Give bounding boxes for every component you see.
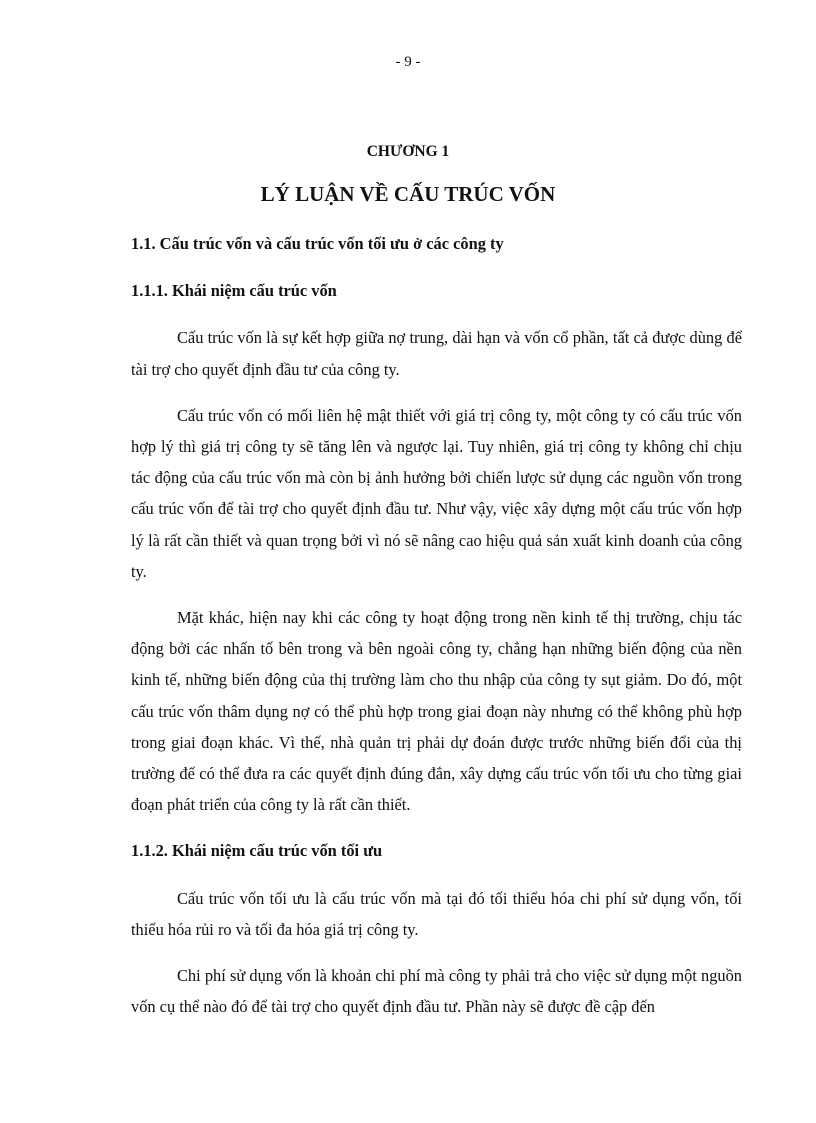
paragraph-1-1-1-c: Mặt khác, hiện nay khi các công ty hoạt động trong nền kinh tế thị trường, chịu tác động bởi các nhấn tố bên trong và bên ngoài công ty, chẳng hạn những biến động của nền kinh tế, những biến động của thị trường làm cho thu nhập của công ty sụt giảm. Do đó, một cấu trúc vốn thâm dụng nợ có thể phù hợp trong giai đoạn này nhưng có thể không phù hợp trong giai đoạn khác. Vì thế, nhà quản trị phải dự đoán được trước những biến đổi của thị trường để có thể đưa ra các quyết định đúng đắn, xây dựng cấu trúc vốn tối ưu cho từng giai đoạn phát triển của công ty là rất cần thiết. xyxy=(131,608,742,815)
body-content xyxy=(131,228,742,1037)
page-number: - 9 - xyxy=(395,54,421,70)
section-heading-1-1-2: 1.1.2. Khái niệm cấu trúc vốn tối ưu xyxy=(131,841,383,861)
paragraph-1-1-2-a: Cấu trúc vốn tối ưu là cấu trúc vốn mà tại đó tối thiểu hóa chi phí sử dụng vốn, tối thiểu hóa rủi ro và tối đa hóa giá trị công ty. xyxy=(131,888,742,939)
chapter-label: CHƯƠNG 1 xyxy=(366,143,450,160)
section-heading-1-1-1: 1.1.1. Khái niệm cấu trúc vốn xyxy=(131,281,337,301)
paragraph-1-1-1-a: Cấu trúc vốn là sự kết hợp giữa nợ trung, dài hạn và vốn cổ phần, tất cả được dùng để tài trợ cho quyết định đầu tư của công ty. xyxy=(131,328,742,379)
paragraph-1-1-1-b: Cấu trúc vốn có mối liên hệ mật thiết với giá trị công ty, một công ty có cấu trúc vốn hợp lý thì giá trị công ty sẽ tăng lên và ngược lại. Tuy nhiên, giá trị công ty không chỉ chịu tác động của cấu trúc vốn mà còn bị ảnh hưởng bởi chiến lược sử dụng các nguồn vốn trong cấu trúc vốn để tài trợ cho quyết định đầu tư. Như vậy, việc xây dựng một cấu trúc vốn hợp lý là rất cần thiết và quan trọng bởi vì nó sẽ nâng cao hiệu quả sản xuất kinh doanh của công ty. xyxy=(131,405,742,581)
section-heading-1-1: 1.1. Cấu trúc vốn và cấu trúc vốn tối ưu ở các công ty xyxy=(131,234,504,253)
paragraph-1-1-2-b: Chi phí sử dụng vốn là khoản chi phí mà công ty phải trả cho việc sử dụng một nguồn vốn cụ thể nào đó để tài trợ cho quyết định đầu tư. Phần này sẽ được đề cập đến xyxy=(131,966,742,1017)
chapter-title: LÝ LUẬN VỀ CẤU TRÚC VỐN xyxy=(260,182,556,206)
